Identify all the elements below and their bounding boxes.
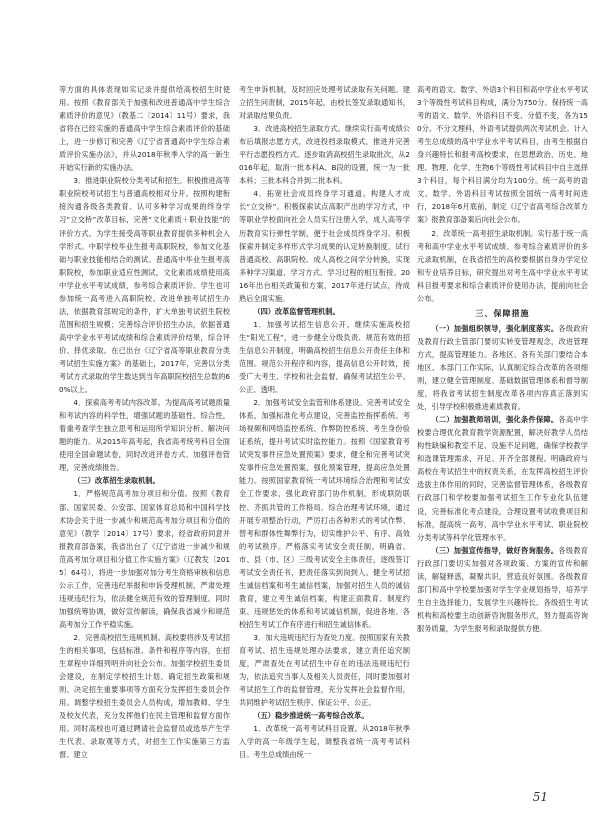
paragraph (59, 474, 230, 487)
paragraph-text: 2．完善高校招生违规机制。高校要将涉及考试招生的相关事项，包括标准、条件和程序等内容，在招生章程中详细列明并向社会公布。加强学校招生委员会建设，在制定学校招生计划、确定招生政策和规则、决定招生重要事项等方面充分发挥招生委员会作用。调整学校招生委员会人员构成，增加教师、学生及校友代表，充分发挥他们在民主管理和监督方面作用。同时高校也可通过聘请社会监督员或选举产生学生代表、录取观等方式，对招生工作实施第三方监督。建立 (59, 632, 230, 760)
paragraph (59, 487, 230, 631)
paragraph-text: 各级教育行政部门要切实加强对各项政策、方案的宣传和解读，解疑释惑，凝聚共识，营造良好氛围。各级教育部门和高中学校要加强对学生学业规划指导，培养学生自主选择能力，发展学生兴趣特长。各级招生考试机构和高校要主动创新咨询服务形式，努力提高咨询服务质量，为学生报考和录取提供方便。 (417, 545, 588, 633)
paragraph (59, 83, 230, 174)
paragraph (59, 174, 230, 396)
paragraph (239, 396, 410, 631)
text-column-left (59, 83, 230, 783)
paragraph (417, 83, 588, 227)
paragraph (59, 396, 230, 474)
paragraph-text: 1．加强考试招生信息公开。继续实施高校招生“阳光工程”，进一步健全分级负责、规范有效的招生信息公开制度，明确高校招生信息公开责任主体和范围。规范公开程序和内容，提高信息公开时效，接受广大考生、学校和社会监督，确保考试招生公平、公正、透明。 (239, 319, 410, 395)
paragraph (239, 83, 410, 122)
paragraph-text: 1．严格规范高考加分项目和分值。按照《教育部、国家民委、公安部、国家体育总局和中国科学技术协会关于进一步减少和规范高考加分项目和分值的意见》（教学〔2014〕17号）要求，经省政府同意并报教育部备案，我省出台了《辽宁省进一步减少和规范高考加分项目和分值工作实施方案》（辽教发〔2015〕64号），将进一步加强对加分考生资格审核和信息公示工作，完善违纪举报和申诉受理机制，严肃处理违规违纪行为，依法健全规范有效的管理制度。同时加强统筹协调，做好宣传解读，确保我省减少和规范高考加分工作平稳实施。 (59, 489, 230, 629)
paragraph-text: 等方面的具体表现如实记录并提供给高校招生时使用。按照《教育部关于加强和改进普通高中学生综合素质评价的意见》（教基二〔2014〕11号）要求，我省将在已经实施的普通高中学生综合素质评价的基础上，进一步修订和完善《辽宁省普通高中学生综合素质评价实施办法》，并从2018年秋季入学的高一新生开始实行新的实施办法。 (59, 85, 230, 173)
subsection-heading: （四）改革监督管理机制。 (253, 306, 340, 316)
subsection-heading: （五）稳步推进统一高考综合改革。 (253, 711, 369, 721)
paragraph-text: 3．改进高校招生录取方式。继续实行高考成绩公布后填报志愿方式，改进投档录取模式，推进并完善平行志愿投档方式。逐步取消高校招生录取批次，从2016年起，取消一批本科A、B段的设置，统一为一批本科；三批本科合并到二批本科。 (239, 124, 410, 186)
paragraph (417, 413, 588, 543)
paragraph (239, 709, 410, 722)
paragraph-text: 各高中学校要合理优化教育教学资源配置，解决好教学人员结构性缺编和教室不足、设施不足问题，确保学校教学和选课管理需求，开足、开齐全部课程。明确政府与高校在考试招生中的权责关系，在发挥高校招生评价选拔主体作用的同时，完善监督管理体系，各级教育行政部门和学校要加强考试招生工作专业化队伍建设，完善标准化考点建设，合理设置考试收费项目和标准，提高统一高考、高中学业水平考试、职业院校分类考试等科学化管理水平。 (417, 415, 588, 542)
text-column-middle (239, 83, 410, 783)
page-number: 51 (532, 790, 548, 804)
paragraph (239, 631, 410, 709)
paragraph (239, 722, 410, 761)
subsection-heading: （二）加强教师培训，强化条件保障。 (431, 415, 559, 425)
paragraph-text: 3．推进职业院校分类考试和招生。积极推进高等职业院校考试招生与普通高校相对分开。按照构建衔接沟通各级各类教育、认可多种学习成果的终身学习“立交桥”改革目标，完善“文化素质＋职业技能”的评价方式。为学生接受高等职业教育提供多种机会入学形式。中职学校毕业生报考高职院校，参加文化基础与职业技能相结合的测试。普通高中毕业生报考高职院校，参加职业适应性测试，文化素质成绩使用高中学业水平考试成绩，参考综合素质评价。学生也可参加统一高考进入高职院校。改进单独考试招生办法，依据教育部规定的条件，扩大单独考试招生院校范围和招生规模；完善综合评价招生办法，依据普通高中学业水平考试成绩和综合素质评价结果，综合评价、择优录取。在已出台《辽宁省高等职业教育分类考试招生实施方案》的基础上，2017年，完善以分类考试方式录取的学生数达到当年高职院校招生总数的60%以上。 (59, 176, 230, 395)
paragraph (417, 227, 588, 305)
paragraph (417, 544, 588, 635)
paragraph-text: 考生申诉机制，及时回应处理考试录取有关问题。建立招生问责制，2015年起，由校长签发录取通知书，对录取结果负责。 (239, 85, 410, 121)
paragraph (239, 187, 410, 304)
paragraph-text: 各级政府及教育行政主管部门要切实转变管理观念，改进管理方式，提高管理能力。各地区、各有关部门要结合本地区、本部门工作实际，认真制定综合改革的各项细则，建立健全管理制度、基础数据管理体系和督导制度，将我省考试招生制度改革各项内容真正落到实处，引导学校积极推进素质教育。 (417, 323, 588, 412)
paragraph (239, 318, 410, 396)
paragraph (239, 305, 410, 318)
paragraph-text: 2．改革统一高考招生录取机制。实行基于统一高考和高中学业水平考试成绩、参考综合素质评价的多元录取机制，在我省招生的高校要根据自身办学定位和专业培养目标，研究提出对考生高中学业水平考试科目报考要求和综合素质评价使用办法，提前向社会公布。 (417, 228, 588, 303)
section-heading: 三、保障措施 (475, 308, 530, 318)
paragraph-text: 4．探索高考考试内容改革。为提高高考试题质量和考试内容的科学性，增强试题的基础性、综合性，着重考查学生独立思考和运用所学知识分析、解决问题的能力。从2015年高考起，我省高考统考科目全面使用全国命题试卷，同时改进评卷方式、加强评卷管理，完善成绩报告。 (59, 398, 230, 473)
paragraph-text: 高考的语文、数学、外语3个科目和高中学业水平考试3个等级性考试科目构成，满分为750分。保持统一高考的语文、数学、外语科目不变、分值不变，各为150分。不分文理科，外语考试提供两次考试机会。计入考生总成绩的高中学业水平考试科目，由考生根据自身兴趣特长和报考高校要求，在思想政治、历史、地理、物理、化学、生物6个等级性考试科目中自主选择3个科目，每个科目满分均为100分。统一高考的语文、数学、外语科目考试按照全国统一高考时间进行，2018年6月底前，制定《辽宁省高考综合改革方案》报教育部备案后向社会公布。 (417, 85, 588, 225)
subsection-heading: （三）改革招生录取机制。 (73, 476, 160, 486)
paragraph-text: 2．加强考试安全监管和体系建设。完善考试安全体系，加强标准化考点建设，完善监控指挥系统、考场视频和网络监控系统、作弊防控系统、考生身份验证系统，提升考试实时监控能力。按照《国家教育考试突发事件应急处置预案》要求，健全和完善考试突发事件应急处置预案，强化预案管理，提高应急处置能力。按照国家教育统一考试环境综合治理和考试安全工作要求，强化政府部门协作机制，形成联防联控、齐抓共管的工作格局。综合治理考试环境，通过开展专项整治行动，严厉打击各种形式的考试作弊、替考和群体性舞弊行为，切实维护公平、有序、高效的考试秩序。严格落实考试安全责任制。明确省、市、县（市、区）三级考试安全主体责任，逐级签订考试安全责任书，把责任落实到岗到人。健全考试招生诚信档案和考生诚信档案，加强对招生人员的诚信教育，建立考生诚信档案，构建正面教育、制度约束、违规惩处的体系和考试诚信机制，促进各地、各校招生考试工作有序进行和招生诚信体系。 (239, 398, 410, 629)
subsection-heading: （一）加强组织领导，强化制度落实。 (431, 323, 559, 333)
paragraph (239, 122, 410, 187)
paragraph (417, 322, 588, 413)
subsection-heading: （三）加强宣传指导，做好咨询服务。 (431, 545, 559, 555)
paragraph-text: 1．改革统一高考考试科目设置。从2018年秋季入学的高一年级学生起，调整我省统一高考考试科目。考生总成绩由统一 (239, 724, 410, 760)
paragraph-text: 3．加大违规违纪行为查处力度。按照国家有关教育考试、招生违规处理办法要求，建立责任追究制度，严肃查处在考试招生中存在的违法违规违纪行为，依法追究当事人及相关人员责任，同时要加强对考试招生工作的监督管理，充分发挥社会监督作用，共同维护考试招生秩序、保证公平、公正。 (239, 632, 410, 708)
text-column-right (417, 83, 588, 783)
paragraph (59, 631, 230, 761)
paragraph-text: 4．拓宽社会成员终身学习通道。构建人才成长“立交桥”。积极探索试点高职产出的学习方式，中等职业学校面向社会人员实行注册入学，成人高等学历教育实行弹性学制，便于社会成员终身学习。积极探索并制定多样形式学习成果的认定转换制度，试行普通高校、高职院校、成人高校之间学分转换，实现多种学习渠道、学习方式、学习过程的相互衔接。2016年出台相关政策和方案，2017年进行试点，待成熟后全面实施。 (239, 189, 410, 303)
